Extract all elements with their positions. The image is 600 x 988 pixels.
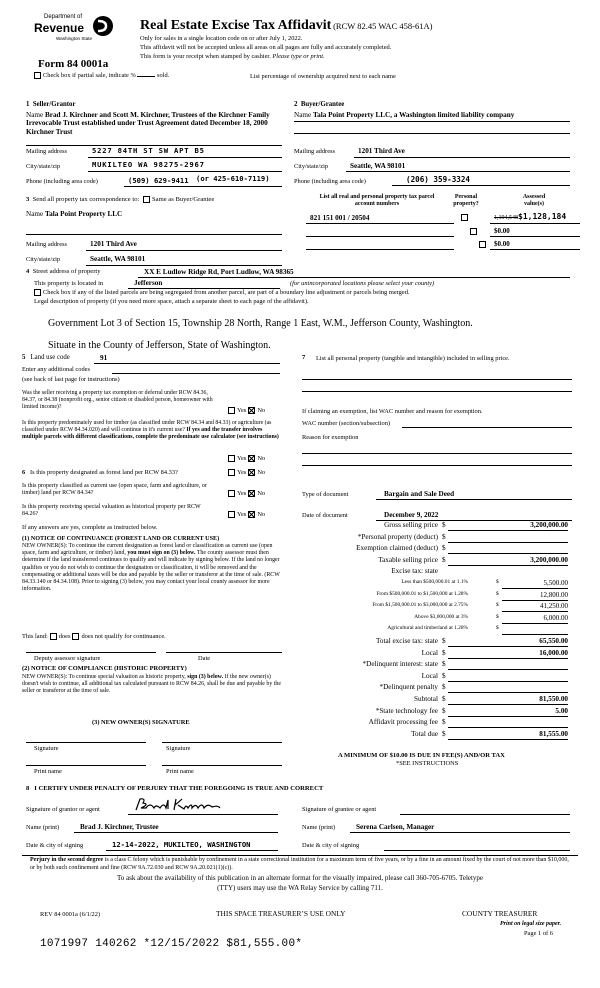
grantor-date-label: Date & city of signing [26, 842, 84, 849]
buyer-mailing-label: Mailing address [294, 148, 335, 155]
does-checkbox[interactable] [50, 633, 57, 640]
parcel-row-3-value[interactable]: $0.00 [494, 240, 510, 248]
dollar-sign: $ [442, 729, 446, 738]
calc-row-label: Agricultural and timberland at 1.28% [387, 625, 468, 632]
page-number: Page 1 of 6 [524, 930, 553, 937]
section6-q1: 6 Is this property designated as forest land per RCW 84.33? [22, 469, 178, 476]
calc-row-field-line [448, 669, 568, 670]
section6-q2-answer: Yes No [226, 490, 265, 498]
wac-label: WAC number (section/subsection) [302, 420, 391, 427]
section4-street-row: 4 Street address of property [26, 268, 101, 275]
calc-row-value[interactable]: 41,250.00 [540, 602, 568, 611]
legal-label: Legal description of property (if you need more space, attach a separate sheet to each page of the affidavit). [34, 298, 309, 305]
parcel-row-1-personal-checkbox[interactable] [461, 214, 468, 221]
form-title-row [140, 18, 432, 35]
legal-description-2[interactable]: Situate in the County of Jefferson, State of Washington. [48, 340, 271, 351]
land-use-code[interactable]: 91 [100, 354, 108, 362]
section3-name-row [26, 210, 122, 219]
dollar-sign: $ [442, 521, 446, 529]
calc-row-label: From $500,000.01 to $1,500,000 at 1.28% [376, 590, 468, 597]
grantee-date-label: Date & city of signing [302, 842, 360, 849]
buyer-phone-label: Phone (including area code) [294, 178, 366, 185]
calc-row-field-line [448, 681, 568, 682]
treasurer-space: THIS SPACE TREASURER’S USE ONLY [216, 909, 346, 918]
calc-row-label: *State technology fee [375, 706, 438, 715]
calc-row-field-line [502, 611, 568, 612]
section6-q2: Is this property classified as current use (open space, farm and agriculture, or timber) land per RCW 84.34? [22, 483, 207, 497]
q2-yes-checkbox[interactable] [228, 455, 235, 462]
calc-row-label: Exemption claimed (deduct) [356, 544, 438, 553]
calc-row [298, 730, 568, 740]
header-note3-row [140, 53, 325, 61]
form-title: Real Estate Excise Tax Affidavit [140, 18, 332, 33]
parcel-row-1-value-cell [494, 212, 566, 222]
calc-row-field-line [502, 588, 568, 589]
calc-row [298, 707, 568, 717]
section6-q3: Is this property receiving special valuation as historical property per RCW 84.26? [22, 504, 201, 518]
property-county[interactable]: Jefferson [134, 279, 163, 287]
exemption-note: If claiming an exemption, list WAC number and reason for exemption. [302, 408, 483, 415]
boundary-label: Check box if any of the listed parcels are being segregated from another parcel, are part of a boundary line adjustment or parcels being merged. [43, 289, 410, 296]
new-owner-print2-label: Print name [166, 768, 194, 775]
calc-row-field-line [502, 600, 568, 601]
section6-q3-answer: Yes No [226, 511, 265, 519]
seller-city[interactable]: MUKILTEO WA 98275-2967 [92, 160, 205, 169]
section7-label: List all personal property (tangible and intangible) included in selling price. [316, 355, 510, 362]
calc-row-value[interactable]: 65,550.00 [539, 637, 568, 645]
calc-row-field-line [448, 739, 568, 740]
seller-phone1[interactable]: (509) 629-9411 [128, 176, 189, 185]
dollar-sign: $ [496, 625, 499, 632]
calc-row [298, 672, 568, 682]
same-as-buyer-checkbox[interactable] [143, 196, 150, 203]
buyer-name-block [294, 111, 574, 120]
notice2-title: (2) NOTICE OF COMPLIANCE (HISTORIC PROPERTY) [22, 665, 187, 672]
seller-name-block [26, 111, 282, 136]
calc-row [298, 556, 568, 566]
new-owner-sig2-label: Signature [166, 745, 191, 752]
calc-row-label: Excise tax: state [391, 567, 438, 576]
new-owner-sig1-label: Signature [34, 745, 59, 752]
calc-row-label: Above $3,000,000 at 3% [414, 613, 468, 620]
dollar-sign: $ [442, 718, 446, 727]
calc-row [298, 683, 568, 693]
boundary-checkbox[interactable] [34, 289, 41, 296]
calc-row-label: Local [421, 648, 438, 657]
calc-row-field-line [448, 646, 568, 647]
grantee-sig-label: Signature of grantee or agent [302, 806, 377, 813]
legal-paper-note: Print on legal size paper. [500, 921, 562, 927]
buyer-heading: 2 Buyer/Grantee [294, 101, 345, 108]
calc-row [298, 579, 568, 589]
boundary-row [32, 289, 410, 297]
notice1-body: NEW OWNER(S): To continue the current designation as forest land or classification as current use (open space, farm and agriculture, or timber) land, you must sign on (3) below. The county assessor must then determine if the land transferred continues to qualify and will indicate by signing below. If the land no longer qualifies or you do not wish to continue the designation or classification, it will be removed and the compensating or additional taxes will be due and payable by the seller or transferor at the time of sale. (RCW 84.33.140 or 84.34.108). Prior to signing (3) below, you may contact your local county assessor for more information. [22, 543, 280, 593]
partial-sale-sold: sold. [157, 72, 170, 79]
section3-mailing[interactable]: 1201 Third Ave [90, 240, 137, 248]
notice2-body: NEW OWNER(S): To continue special valuation as historic property, sign (3) below. If the new owner(s) doesn't wish to continue, all additional tax calculated pursuant to RCW 84.26, shall be due and payable by the seller or transferor at the time of sale. [22, 674, 281, 695]
calc-row [298, 695, 568, 705]
calc-row-value[interactable]: 5,500.00 [543, 579, 568, 587]
calc-row [298, 614, 568, 624]
calc-row [298, 591, 568, 601]
calc-row-label: Total excise tax: state [376, 637, 438, 645]
buyer-phone[interactable]: (206) 359-3324 [406, 175, 471, 184]
minimum-note: A MINIMUM OF $10.00 IS DUE IN FEE(S) AND/OR TAX [338, 752, 505, 759]
header-note2: This affidavit will not be accepted unless all areas on all pages are fully and accurately completed. [140, 44, 392, 51]
calc-row [298, 567, 568, 577]
calc-row-label: Taxable selling price [378, 555, 438, 564]
seller-mailing[interactable]: 5227 84TH ST SW APT B5 [92, 146, 205, 155]
seller-mailing-label: Mailing address [26, 148, 67, 155]
grantor-signature-image [132, 796, 224, 814]
forest-yes-checkbox[interactable] [228, 469, 235, 476]
header-note1: Only for sales in a single location code on or after July 1, 2022. [140, 35, 303, 42]
perjury-notice: Perjury in the second degree is a class C felony which is punishable by confinement in a state correctional institution for a maximum term of five years, or by a fine in an amount fixed by the court of not more than $10,000, or by both such confinement and fine (RCW 9A.72.030 and RCW 9A.20.021(1)(c)). [30, 857, 569, 871]
section5-q1: Was the seller receiving a property tax exemption or deferral under RCW 84.36, 84.37, or 84.38 (nonprofit org., senior citizen or disabled person, homeowner with limited income)? [22, 390, 213, 410]
grantee-name[interactable]: Serena Carlsen, Manager [356, 823, 435, 831]
parcel-row-2-value[interactable]: $0.00 [494, 227, 510, 235]
this-land-row: This land: does does not qualify for continuance. [22, 633, 166, 640]
county-treasurer: COUNTY TREASURER [462, 909, 538, 918]
calc-row-value[interactable]: 12,800.00 [540, 590, 568, 599]
historic-no-checkbox[interactable] [248, 511, 255, 518]
buyer-mailing[interactable]: 1201 Third Ave [358, 147, 405, 155]
dollar-sign: $ [442, 671, 446, 680]
dor-logo-mark-icon [92, 15, 114, 37]
dollar-sign: $ [442, 695, 446, 703]
doc-date[interactable]: December 9, 2022 [384, 511, 439, 519]
if-yes-note: If any answers are yes, complete as instructed below. [22, 524, 158, 531]
grantee-name-label: Name (print) [302, 824, 336, 831]
dollar-sign: $ [442, 555, 446, 564]
calc-row [298, 533, 568, 543]
parcel-row-3-personal-checkbox[interactable] [479, 241, 486, 248]
header-note3: This form is your receipt when stamped by cashier. [140, 53, 271, 60]
calc-row [298, 602, 568, 612]
calc-row-field-line [448, 658, 568, 659]
section3-name-label: Name [26, 210, 44, 218]
alt-format-line2: (TTY) users may use the WA Relay Service by calling 711. [217, 884, 383, 892]
parcel-col1-header: List all real and personal property tax parcel account numbers [319, 194, 435, 208]
dollar-sign: $ [442, 544, 446, 553]
dollar-sign: $ [442, 683, 446, 692]
calc-row-label: From $1,500,000.01 to $3,000,000 at 2.75% [372, 602, 468, 609]
section5-q1-answer: Yes No [226, 407, 265, 415]
new-owner-print1-label: Print name [34, 768, 62, 775]
calc-row-value[interactable]: 81,550.00 [539, 695, 568, 703]
partial-sale-row [32, 72, 169, 80]
forest-no-checkbox[interactable] [248, 469, 255, 476]
grantor-name[interactable]: Brad J. Kirchner, Trustee [80, 823, 159, 831]
form-number: Form 84 0001a [38, 58, 109, 70]
does-not-checkbox[interactable] [72, 633, 79, 640]
calc-row-value[interactable]: 5.00 [555, 706, 568, 715]
buyer-city[interactable]: Seattle, WA 98101 [350, 162, 406, 170]
same-as-buyer-label: Same as Buyer/Grantee [152, 196, 215, 204]
buyer-name[interactable]: Tala Point Property LLC, a Washington limited liability company [312, 111, 515, 119]
calc-row-value[interactable]: 3,200,000.00 [530, 521, 568, 529]
reason-label: Reason for exemption [302, 434, 359, 441]
seller-phone2[interactable]: (or 425-610-7119) [196, 174, 270, 183]
dollar-sign: $ [496, 613, 499, 620]
calc-row-field-line [448, 716, 568, 717]
parcel-col3-header: Assessed value(s) [522, 194, 546, 208]
calc-row [298, 660, 568, 670]
doc-date-label: Date of document [302, 512, 348, 519]
notice3-title: (3) NEW OWNER(S) SIGNATURE [92, 719, 190, 726]
calc-row [298, 637, 568, 647]
calc-row [298, 625, 568, 635]
unincorporated-note: (for unincorporated locations please select your county) [290, 280, 435, 287]
section5-q2: Is this property predominately used for timber (as classified under RCW 84.34 and 84.33) or agriculture (as classified under RCW 84.34.020) and will continue in it's current use? If yes and the transfer involves multiple parcels with different classifications, complete the predominate use calculator (see instructions) [22, 420, 279, 440]
q1-yes-checkbox[interactable] [228, 407, 235, 414]
header-note3-italic: Please type or print. [272, 53, 325, 60]
ownership-note: List percentage of ownership acquired next to each name [250, 73, 396, 80]
seller-name[interactable]: Brad J. Kirchner and Scott M. Kirchner, Trustees of the Kirchner Family Irrevocable Trust established under Trust Agreement dated December 18, 2000 Kirchner Trust [26, 111, 270, 136]
additional-codes-label: Enter any additional codes [22, 366, 90, 373]
q1-no-checkbox[interactable] [248, 407, 255, 414]
calc-row-value[interactable]: 81,555.00 [539, 729, 568, 738]
dollar-sign: $ [442, 648, 446, 657]
seller-heading: 1 Seller/Grantor [26, 101, 76, 108]
calc-row [298, 718, 568, 728]
partial-sale-checkbox[interactable] [34, 72, 41, 79]
calc-row-value[interactable]: 3,200,000.00 [530, 555, 568, 564]
grantor-date-city[interactable]: 12-14-2022, MUKILTEO, WASHINGTON [112, 840, 251, 849]
calc-row-field-line [448, 692, 568, 693]
calc-row-label: Subtotal [414, 695, 438, 703]
calc-row-value[interactable]: 6,000.00 [543, 613, 568, 622]
legal-description-1[interactable]: Government Lot 3 of Section 15, Township 28 North, Range 1 East, W.M., Jefferson County, Washington. [48, 318, 473, 329]
buyer-name-label: Name [294, 111, 312, 119]
partial-sale-label: Check box if partial sale, indicate % [43, 72, 136, 79]
calc-row-field-line [448, 565, 568, 566]
section3-city[interactable]: Seattle, WA 98101 [90, 255, 146, 263]
calc-row-field-line [448, 542, 568, 543]
calc-row-field-line [448, 553, 568, 554]
current-use-yes-checkbox[interactable] [228, 490, 235, 497]
calc-row-field-line [448, 727, 568, 728]
section3-name[interactable]: Tala Point Property LLC [44, 210, 123, 218]
dollar-sign: $ [442, 532, 446, 541]
calc-row [298, 649, 568, 659]
parcel-row-1-value[interactable]: $1,128,184 [518, 212, 567, 221]
dollar-sign: $ [442, 660, 446, 669]
section3-heading: 3 Send all property tax correspondence to: Same as Buyer/Grantee [26, 196, 215, 204]
calc-row-label: Local [421, 671, 438, 680]
dollar-sign: $ [496, 579, 499, 585]
parcel-row-1-struck-value: 1,194,548 [494, 215, 518, 221]
dept-line3: Washington State [56, 36, 93, 41]
rev-number: REV 84 0001a (6/1/22) [40, 911, 101, 918]
buyer-city-label: City/state/zip [294, 163, 329, 170]
section3-mailing-label: Mailing address [26, 241, 67, 248]
grantor-sig-label: Signature of grantor or agent [26, 806, 100, 813]
section8-heading: 8 I CERTIFY UNDER PENALTY OF PERJURY THAT THE FOREGOING IS TRUE AND CORRECT [26, 785, 324, 792]
form-title-ref: (RCW 82.45 WAC 458-61A) [333, 21, 433, 31]
doc-type[interactable]: Bargain and Sale Deed [384, 490, 455, 498]
alt-format-line1: To ask about the availability of this publication in an alternate format for the visually impaired, please call 360-705-6705. Teletype [116, 874, 484, 882]
calc-row-label: *Delinquent interest: state [362, 660, 438, 669]
historic-yes-checkbox[interactable] [228, 511, 235, 518]
q2-no-checkbox[interactable] [248, 455, 255, 462]
located-label: This property is located in [34, 280, 104, 287]
deputy-date-label: Date [198, 655, 211, 662]
calc-row [298, 544, 568, 554]
seller-phone-label: Phone (including area code) [26, 178, 98, 185]
section6-q1-answer: Yes No [226, 469, 265, 477]
notice1-title: (1) NOTICE OF CONTINUANCE (FOREST LAND OR CURRENT USE) [22, 535, 220, 542]
calc-row-label: Total due [411, 729, 438, 738]
dept-line2: Revenue [34, 21, 85, 35]
calc-row-label: Affidavit processing fee [368, 718, 438, 727]
dollar-sign: $ [496, 590, 499, 597]
seller-name-label: Name [26, 111, 44, 119]
section3-city-label: City/state/zip [26, 256, 61, 263]
land-use-row: 5 Land use code [22, 354, 70, 361]
dollar-sign: $ [442, 637, 446, 645]
dollar-sign: $ [496, 602, 499, 609]
calc-row-label: *Personal property (deduct) [357, 532, 438, 541]
parcel-col2-header: Personal property? [453, 194, 479, 208]
doc-type-label: Type of document [302, 491, 349, 498]
see-instructions-note: *SEE INSTRUCTIONS [396, 760, 459, 767]
calc-row-field-line [448, 704, 568, 705]
see-back-note: (see back of last page for instructions) [22, 376, 120, 383]
calc-row-value[interactable]: 16,000.00 [539, 648, 568, 657]
calc-row-field-line [502, 623, 568, 624]
seller-city-label: City/state/zip [26, 163, 61, 170]
section7-heading: 7 [302, 354, 306, 361]
treasurer-stamp: 1071997 140262 *12/15/2022 $81,555.00* [40, 938, 303, 950]
calc-row-field-line [502, 634, 568, 635]
dor-logo [34, 14, 116, 50]
section5-q2-answer: Yes No [226, 455, 265, 463]
calc-row [298, 521, 568, 531]
calc-row-field-line [448, 530, 568, 531]
calc-row-label: *Delinquent penalty [379, 683, 438, 692]
property-street[interactable]: XX E Ludlow Ridge Rd, Port Ludlow, WA 98365 [144, 268, 294, 276]
current-use-no-checkbox[interactable] [248, 490, 255, 497]
dept-line1: Department of [44, 14, 83, 20]
parcel-row-1-number[interactable]: 821 151 001 / 20504 [310, 214, 370, 222]
calc-row-label: Less than $500,000.01 at 1.1% [401, 579, 468, 585]
deputy-sig-label: Deputy assessor signature [34, 655, 101, 662]
grantor-name-label: Name (print) [26, 824, 60, 831]
dollar-sign: $ [442, 706, 446, 715]
calc-row-label: Gross selling price [384, 521, 438, 529]
parcel-row-2-personal-checkbox[interactable] [470, 228, 477, 235]
